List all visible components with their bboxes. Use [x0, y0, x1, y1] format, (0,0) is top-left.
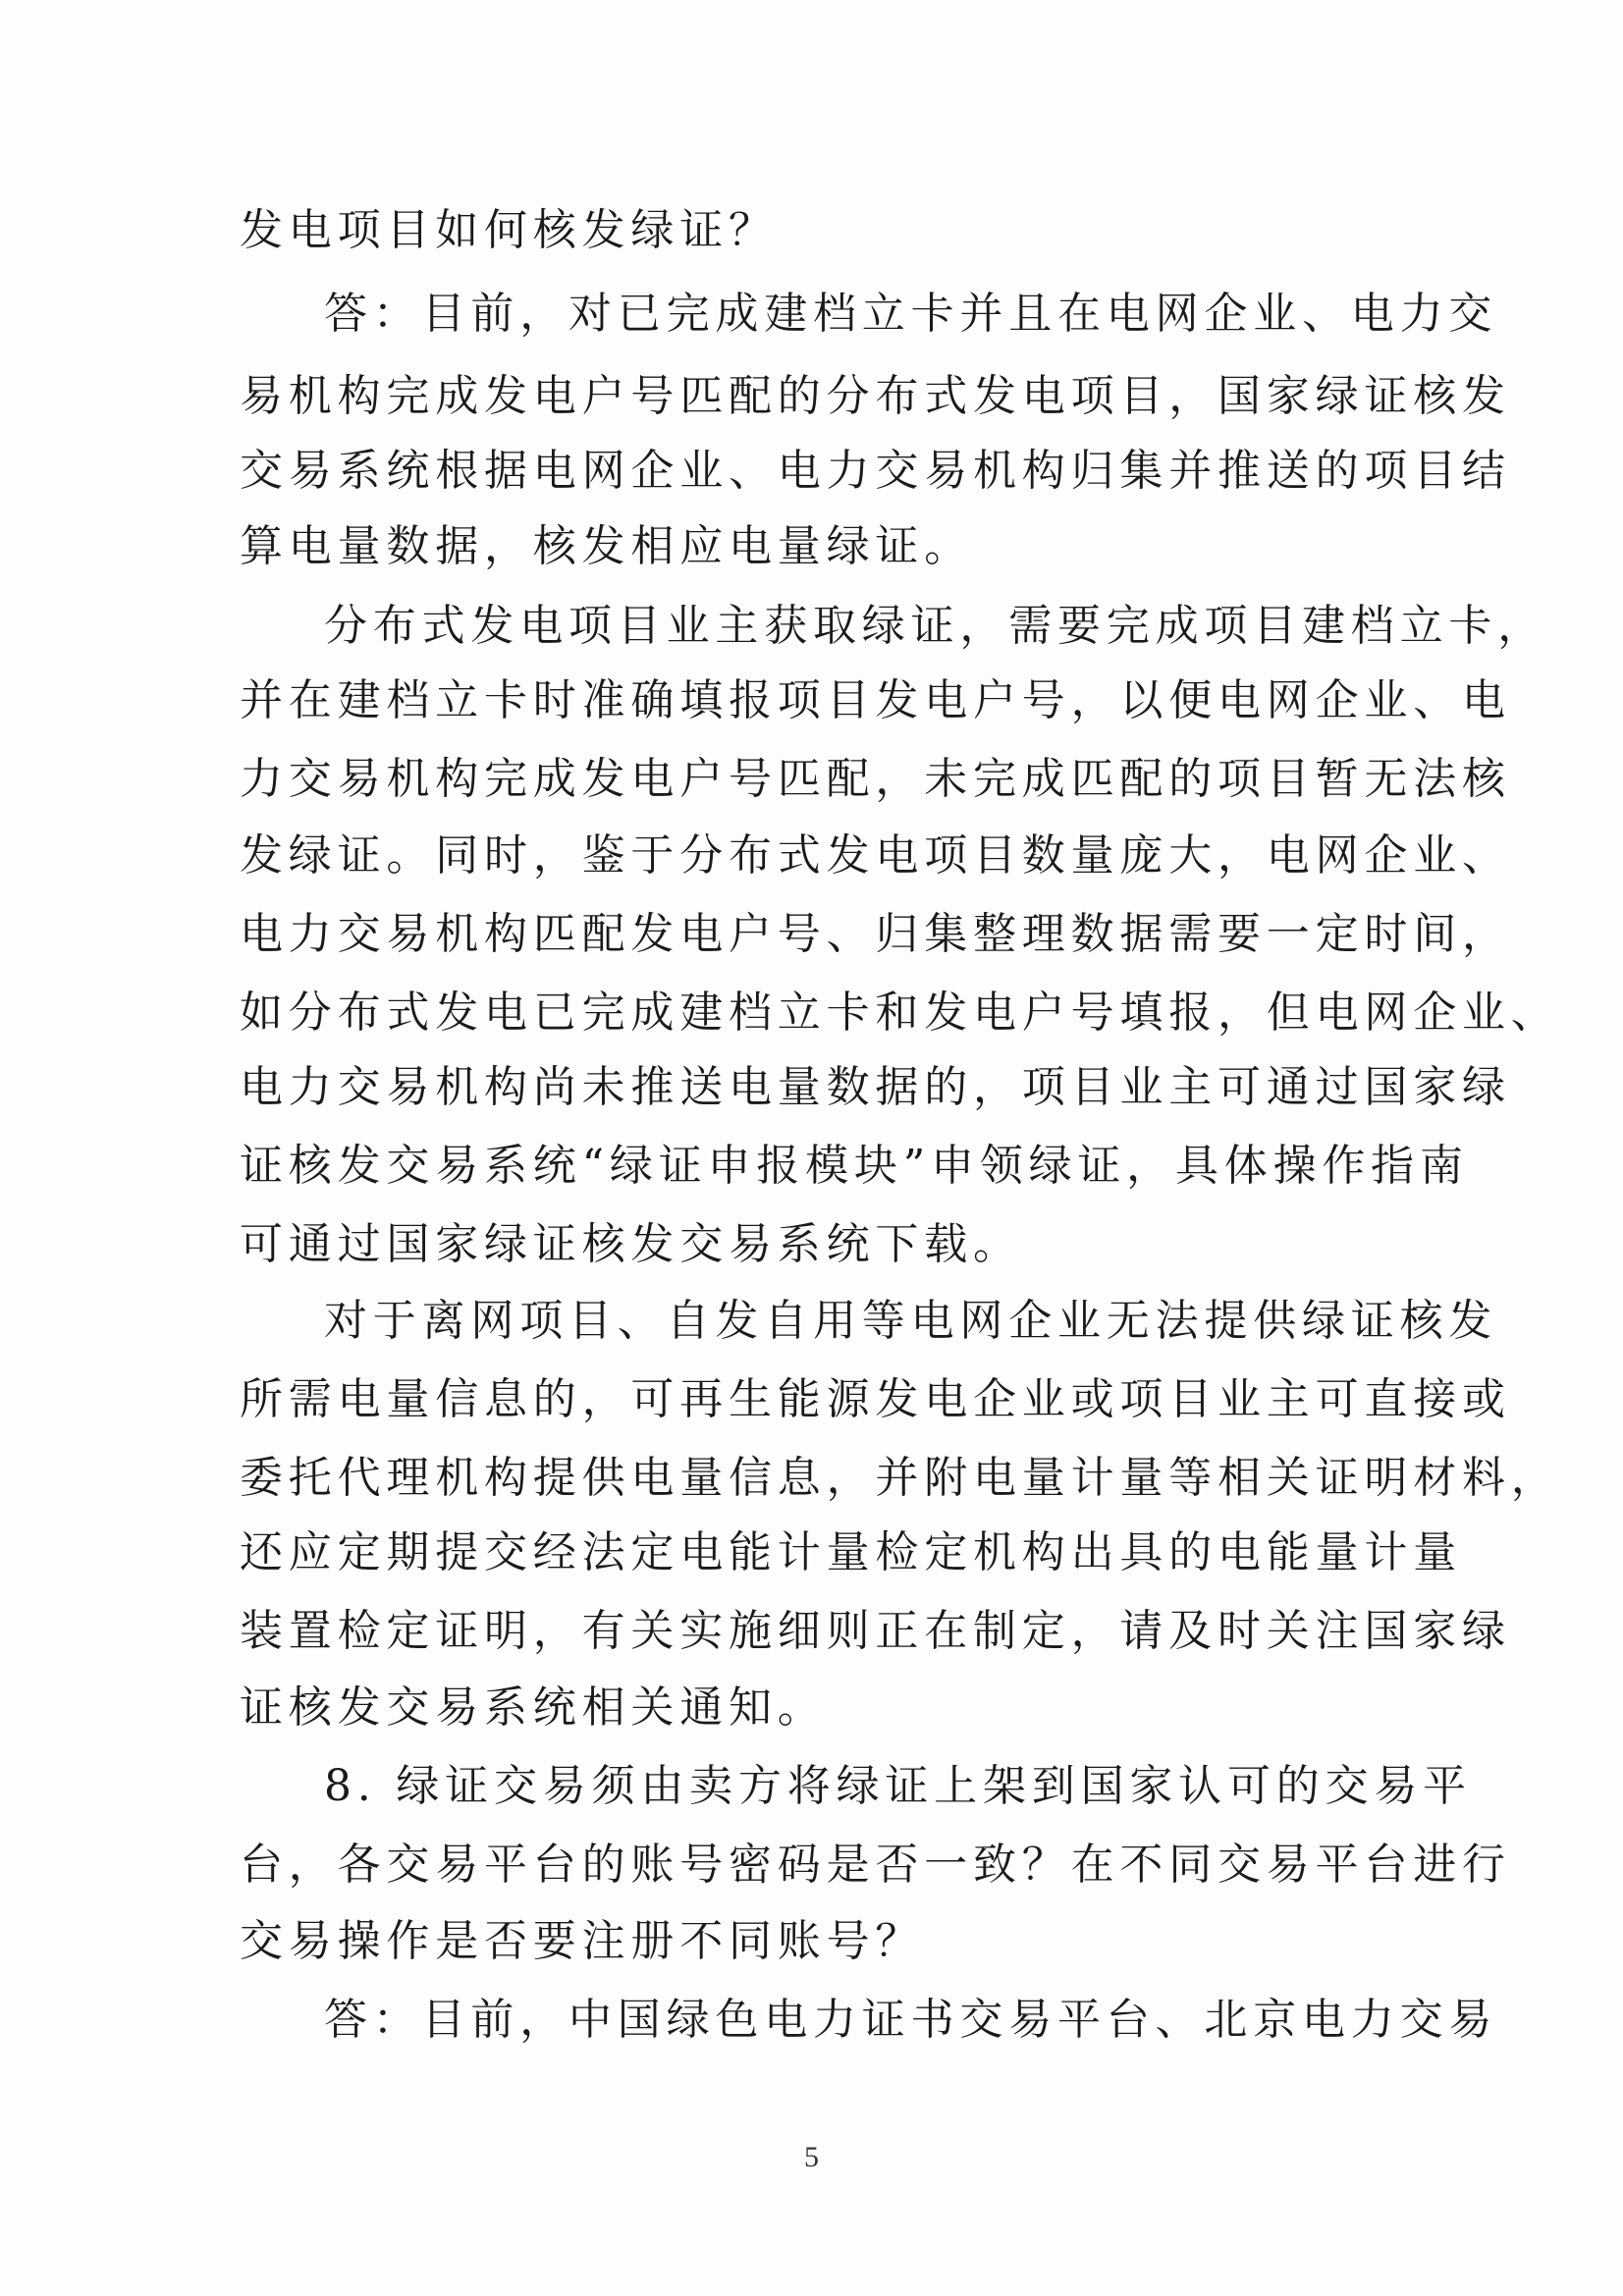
paragraph-line: 答：目前，对已完成建档立卡并且在电网企业、电力交 [324, 289, 1498, 339]
paragraph-line: 发电项目如何核发绿证？ [240, 205, 778, 255]
question-heading-line: 交易操作是否要注册不同账号？ [240, 1916, 925, 1966]
paragraph-line: 交易系统根据电网企业、电力交易机构归集并推送的项目结 [240, 446, 1511, 496]
question-heading-line: 台，各交易平台的账号密码是否一致？在不同交易平台进行 [240, 1840, 1511, 1890]
paragraph-line: 算电量数据，核发相应电量绿证。 [240, 521, 973, 571]
paragraph-line: 装置检定证明，有关实施细则正在制定，请及时关注国家绿 [240, 1606, 1511, 1656]
page-number: 5 [804, 2141, 819, 2173]
paragraph-line: 并在建档立卡时准确填报项目发电户号，以便电网企业、电 [240, 675, 1511, 725]
paragraph-line: 如分布式发电已完成建档立卡和发电户号填报，但电网企业、 [240, 988, 1560, 1038]
paragraph-line: 易机构完成发电户号匹配的分布式发电项目，国家绿证核发 [240, 371, 1511, 421]
paragraph-line: 分布式发电项目业主获取绿证，需要完成项目建档立卡， [324, 601, 1546, 651]
paragraph-line: 委托代理机构提供电量信息，并附电量计量等相关证明材料， [240, 1453, 1560, 1503]
paragraph-line: 发绿证。同时，鉴于分布式发电项目数量庞大，电网企业、 [240, 830, 1511, 881]
paragraph-line: 还应定期提交经法定电能计量检定机构出具的电能量计量 [240, 1527, 1462, 1577]
paragraph-line: 可通过国家绿证核发交易系统下载。 [240, 1219, 1022, 1269]
paragraph-line: 证核发交易系统相关通知。 [240, 1682, 827, 1733]
paragraph-line: 证核发交易系统“绿证申报模块”申领绿证，具体操作指南 [240, 1141, 1469, 1191]
paragraph-line: 电力交易机构匹配发电户号、归集整理数据需要一定时间， [240, 909, 1511, 959]
paragraph-line: 力交易机构完成发电户号匹配，未完成匹配的项目暂无法核 [240, 754, 1511, 804]
paragraph-line: 对于离网项目、自发自用等电网企业无法提供绿证核发 [324, 1296, 1498, 1346]
paragraph-line: 答：目前，中国绿色电力证书交易平台、北京电力交易 [324, 1995, 1498, 2045]
paragraph-line: 所需电量信息的，可再生能源发电企业或项目业主可直接或 [240, 1374, 1511, 1424]
question-heading-line: 8. 绿证交易须由卖方将绿证上架到国家认可的交易平 [324, 1761, 1472, 1811]
paragraph-line: 电力交易机构尚未推送电量数据的，项目业主可通过国家绿 [240, 1062, 1511, 1112]
